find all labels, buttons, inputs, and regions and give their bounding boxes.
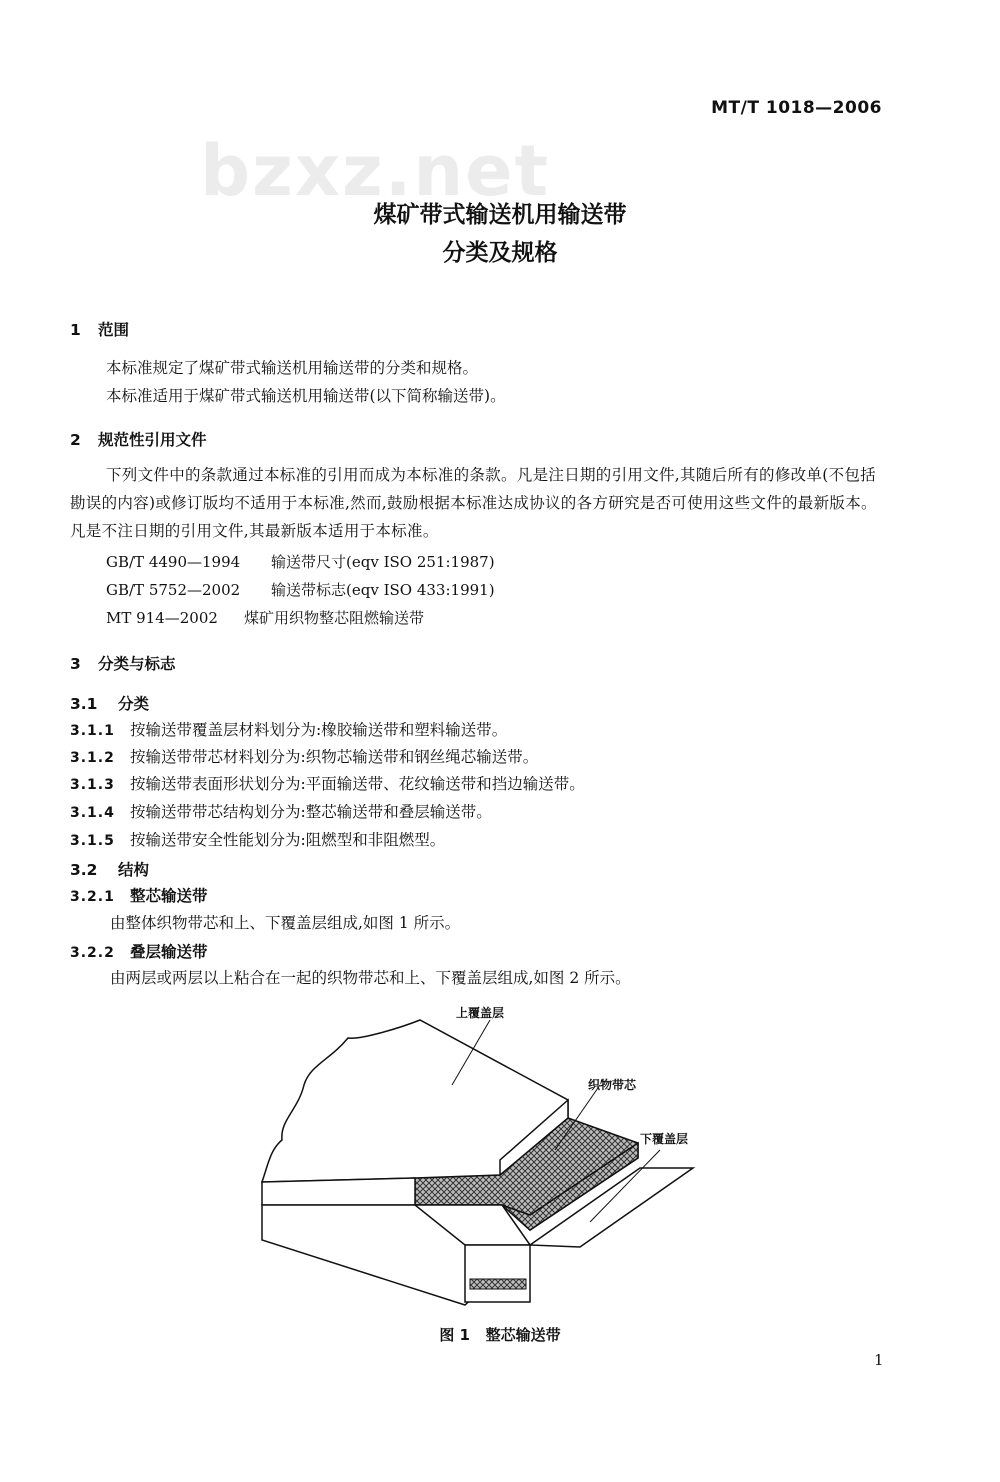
figure-caption — [0, 1324, 1000, 1345]
subsection-3-2-2-text: 由两层或两层以上粘合在一起的织物带芯和上、下覆盖层组成,如图 2 所示。 — [110, 969, 631, 987]
figure-caption-number: 图 1 — [439, 1326, 470, 1344]
subsection-3-2-title: 结构 — [118, 861, 150, 879]
subsection-3-2-2-title: 叠层输送带 — [130, 943, 208, 961]
end-face-core — [470, 1279, 526, 1289]
watermark: bzxz.net — [200, 130, 551, 212]
top-cover-front-edge — [262, 1178, 415, 1205]
clause-3-1-5 — [70, 828, 445, 850]
document-number: MT/T 1018—2006 — [711, 98, 882, 118]
subsection-3-2-2-number: 3.2.2 — [70, 945, 115, 961]
section-2-heading — [70, 428, 207, 450]
section-1-heading — [70, 318, 129, 340]
subsection-3-2-2-heading — [70, 940, 208, 962]
clause-text: 按输送带覆盖层材料划分为:橡胶输送带和塑料输送带。 — [130, 721, 508, 739]
title-line-1: 煤矿带式输送机用输送带 — [373, 202, 627, 228]
subsection-3-2-1-text: 由整体织物带芯和上、下覆盖层组成,如图 1 所示。 — [110, 914, 461, 932]
label-fabric-core: 织物带芯 — [588, 1078, 637, 1092]
section-2-title: 规范性引用文件 — [98, 431, 207, 449]
clause-text: 按输送带安全性能划分为:阻燃型和非阻燃型。 — [130, 831, 446, 849]
section-3-title: 分类与标志 — [98, 655, 176, 673]
subsection-3-2-heading — [70, 858, 149, 880]
subsection-3-2-number: 3.2 — [70, 861, 98, 879]
clause-number: 3.1.1 — [70, 723, 115, 739]
clause-number: 3.1.5 — [70, 833, 115, 849]
clause-3-1-3 — [70, 772, 585, 794]
subsection-3-1-heading — [70, 692, 149, 714]
subsection-3-2-1-number: 3.2.1 — [70, 889, 115, 905]
reference-item — [106, 579, 495, 600]
subsection-3-1-title: 分类 — [118, 695, 150, 713]
reference-code: GB/T 5752—2002 — [106, 581, 241, 599]
subsection-3-2-1-heading — [70, 884, 208, 906]
clause-text: 按输送带带芯结构划分为:整芯输送带和叠层输送带。 — [130, 803, 492, 821]
reference-code: GB/T 4490—1994 — [106, 553, 241, 571]
reference-title: 煤矿用织物整芯阻燃输送带 — [244, 609, 425, 627]
reference-title: 输送带尺寸(eqv ISO 251:1987) — [271, 553, 495, 571]
clause-text: 按输送带表面形状划分为:平面输送带、花纹输送带和挡边输送带。 — [130, 775, 585, 793]
reference-item — [106, 607, 424, 628]
clause-number: 3.1.2 — [70, 750, 115, 766]
clause-text: 按输送带带芯材料划分为:织物芯输送带和钢丝绳芯输送带。 — [130, 748, 539, 766]
section-2-intro: 下列文件中的条款通过本标准的引用而成为本标准的条款。凡是注日期的引用文件,其随后所有的修改单(不包括勘误的内容)或修订版均不适用于本标准,然而,鼓励根据本标准达成协议的各方研究是否可使用这些文件的最新版本。凡是不注日期的引用文件,其最新版本适用于本标准。 — [70, 466, 877, 540]
clause-number: 3.1.4 — [70, 805, 115, 821]
subsection-3-1-number: 3.1 — [70, 695, 98, 713]
label-top-cover: 上覆盖层 — [456, 1006, 505, 1020]
section-3-heading — [70, 652, 176, 674]
belt-end-face — [465, 1245, 530, 1302]
section-2-number: 2 — [70, 431, 81, 449]
clause-3-1-4 — [70, 800, 492, 822]
reference-title: 输送带标志(eqv ISO 433:1991) — [271, 581, 495, 599]
clause-3-1-2 — [70, 745, 538, 767]
section-1-paragraph-2: 本标准适用于煤矿带式输送机用输送带(以下简称输送带)。 — [106, 387, 506, 405]
figure-caption-text: 整芯输送带 — [485, 1326, 561, 1344]
reference-item — [106, 551, 495, 572]
label-bottom-cover: 下覆盖层 — [640, 1132, 689, 1146]
clause-3-1-1 — [70, 718, 507, 740]
title-line-2: 分类及规格 — [442, 240, 558, 266]
section-1-number: 1 — [70, 321, 81, 339]
conveyor-belt-figure — [240, 1000, 720, 1320]
page-number: 1 — [874, 1351, 884, 1369]
clause-number: 3.1.3 — [70, 777, 115, 793]
reference-code: MT 914—2002 — [106, 609, 218, 627]
subsection-3-2-1-title: 整芯输送带 — [130, 887, 208, 905]
section-1-paragraph-1: 本标准规定了煤矿带式输送机用输送带的分类和规格。 — [106, 359, 479, 377]
section-1-title: 范围 — [98, 321, 130, 339]
section-3-number: 3 — [70, 655, 81, 673]
